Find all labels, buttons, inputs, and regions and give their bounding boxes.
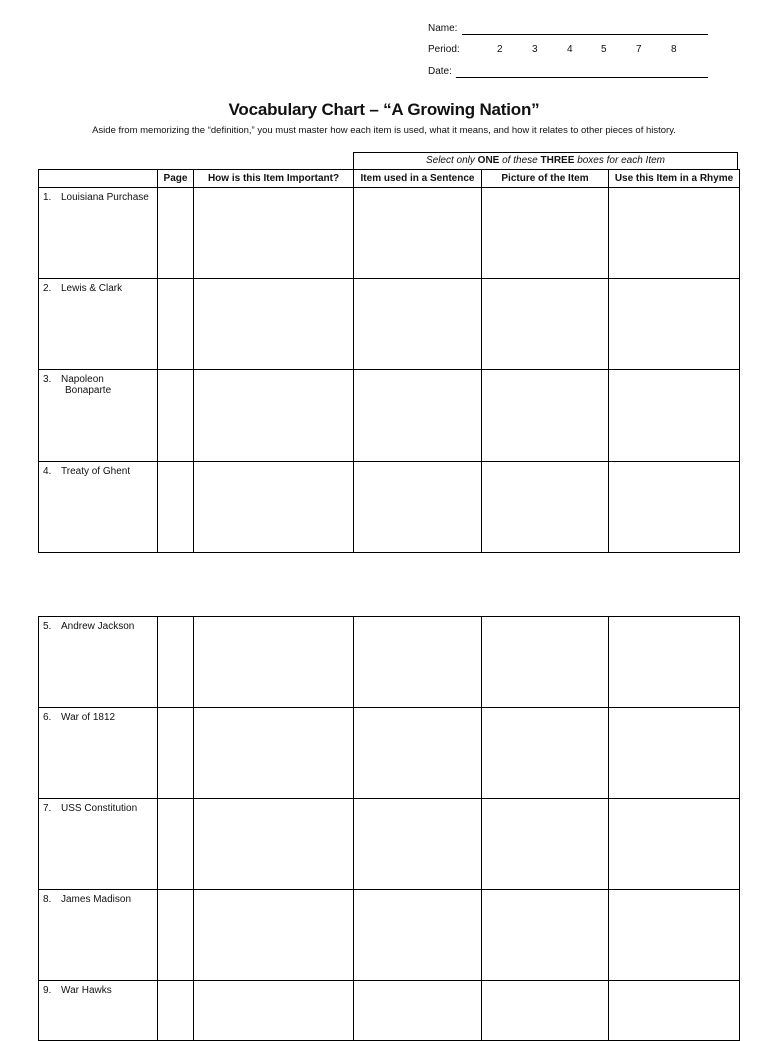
term-label: Treaty of Ghent	[61, 466, 131, 477]
date-label: Date:	[428, 66, 452, 77]
period-option[interactable]: 8	[671, 44, 677, 55]
importance-cell[interactable]	[194, 462, 354, 553]
picture-cell[interactable]	[482, 799, 609, 890]
table-row	[39, 890, 740, 981]
col-header-importance: How is this Item Important?	[194, 170, 354, 188]
rhyme-cell[interactable]	[609, 188, 740, 279]
instructions: Aside from memorizing the “definition,” you must master how each item is used, what it means, and how it relates to other pieces of history.	[92, 125, 676, 136]
term-cell	[39, 617, 158, 708]
sentence-cell[interactable]	[354, 617, 482, 708]
page-cell[interactable]	[158, 617, 194, 708]
term-number: 9.	[43, 985, 52, 996]
term-cell	[39, 799, 158, 890]
sentence-cell[interactable]	[354, 799, 482, 890]
select-note-middle: of these	[502, 155, 538, 166]
period-option[interactable]: 2	[497, 44, 503, 55]
rhyme-cell[interactable]	[609, 279, 740, 370]
sentence-cell[interactable]	[354, 370, 482, 462]
period-option[interactable]: 7	[636, 44, 642, 55]
table-row	[39, 462, 740, 553]
period-option[interactable]: 5	[601, 44, 607, 55]
term-label-line1: Napoleon	[61, 374, 104, 385]
date-field[interactable]	[456, 77, 708, 78]
sentence-cell[interactable]	[354, 188, 482, 279]
picture-cell[interactable]	[482, 617, 609, 708]
importance-cell[interactable]	[194, 799, 354, 890]
col-header-sentence: Item used in a Sentence	[354, 170, 482, 188]
page-cell[interactable]	[158, 462, 194, 553]
col-header-picture: Picture of the Item	[482, 170, 609, 188]
select-note-one: ONE	[477, 155, 500, 166]
sentence-cell[interactable]	[354, 708, 482, 799]
term-cell	[39, 279, 158, 370]
importance-cell[interactable]	[194, 370, 354, 462]
page-cell[interactable]	[158, 279, 194, 370]
picture-cell[interactable]	[482, 708, 609, 799]
term-number: 1.	[43, 192, 52, 203]
table-header-row	[39, 170, 740, 188]
period-option[interactable]: 4	[567, 44, 573, 55]
rhyme-cell[interactable]	[609, 617, 740, 708]
name-label: Name:	[428, 23, 458, 34]
term-label: Lewis & Clark	[61, 283, 123, 294]
picture-cell[interactable]	[482, 188, 609, 279]
term-number: 8.	[43, 894, 52, 905]
term-cell	[39, 462, 158, 553]
term-number: 6.	[43, 712, 52, 723]
rhyme-cell[interactable]	[609, 370, 740, 462]
term-number: 5.	[43, 621, 52, 632]
term-number: 7.	[43, 803, 52, 814]
page-cell[interactable]	[158, 188, 194, 279]
rhyme-cell[interactable]	[609, 890, 740, 981]
page-cell[interactable]	[158, 370, 194, 462]
term-cell	[39, 708, 158, 799]
importance-cell[interactable]	[194, 981, 354, 1041]
importance-cell[interactable]	[194, 890, 354, 981]
vocab-table-part2	[38, 616, 740, 1041]
period-option[interactable]: 3	[532, 44, 538, 55]
importance-cell[interactable]	[194, 617, 354, 708]
term-label: Andrew Jackson	[61, 621, 135, 632]
select-note	[353, 152, 738, 170]
term-cell	[39, 981, 158, 1041]
table-row	[39, 188, 740, 279]
importance-cell[interactable]	[194, 279, 354, 370]
picture-cell[interactable]	[482, 981, 609, 1041]
picture-cell[interactable]	[482, 890, 609, 981]
sentence-cell[interactable]	[354, 279, 482, 370]
rhyme-cell[interactable]	[609, 799, 740, 890]
sentence-cell[interactable]	[354, 462, 482, 553]
select-note-three: THREE	[540, 155, 575, 166]
term-cell	[39, 188, 158, 279]
term-cell	[39, 890, 158, 981]
vocab-table-part1	[38, 169, 740, 553]
picture-cell[interactable]	[482, 370, 609, 462]
table-row	[39, 799, 740, 890]
table-row	[39, 370, 740, 462]
term-label: War of 1812	[61, 712, 116, 723]
page-cell[interactable]	[158, 981, 194, 1041]
term-label: USS Constitution	[61, 803, 138, 814]
table-row	[39, 617, 740, 708]
term-number: 3.	[43, 374, 52, 385]
page-cell[interactable]	[158, 799, 194, 890]
page-cell[interactable]	[158, 708, 194, 799]
col-header-rhyme: Use this Item in a Rhyme	[609, 170, 740, 188]
select-note-prefix: Select only	[425, 155, 475, 166]
page-cell[interactable]	[158, 890, 194, 981]
term-label: War Hawks	[61, 985, 112, 996]
term-label	[61, 374, 111, 396]
name-field[interactable]	[462, 34, 708, 35]
table-row	[39, 981, 740, 1041]
term-label: Louisiana Purchase	[61, 192, 149, 203]
sentence-cell[interactable]	[354, 981, 482, 1041]
term-cell	[39, 370, 158, 462]
col-header-term	[39, 170, 158, 188]
rhyme-cell[interactable]	[609, 462, 740, 553]
col-header-page: Page	[158, 170, 194, 188]
picture-cell[interactable]	[482, 462, 609, 553]
rhyme-cell[interactable]	[609, 981, 740, 1041]
term-label: James Madison	[61, 894, 132, 905]
sentence-cell[interactable]	[354, 890, 482, 981]
rhyme-cell[interactable]	[609, 708, 740, 799]
picture-cell[interactable]	[482, 279, 609, 370]
importance-cell[interactable]	[194, 188, 354, 279]
table-row	[39, 708, 740, 799]
page-title: Vocabulary Chart – “A Growing Nation”	[228, 100, 540, 119]
period-label: Period:	[428, 44, 460, 55]
table-row	[39, 279, 740, 370]
term-label-line2: Bonaparte	[65, 385, 112, 396]
importance-cell[interactable]	[194, 708, 354, 799]
term-number: 2.	[43, 283, 52, 294]
select-note-suffix: boxes for each Item	[577, 155, 666, 166]
term-number: 4.	[43, 466, 52, 477]
